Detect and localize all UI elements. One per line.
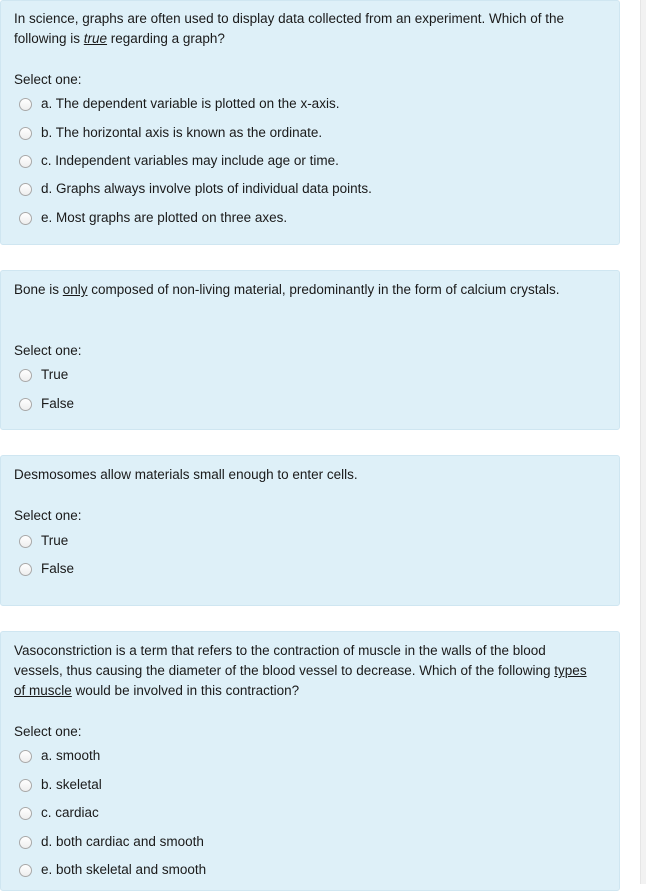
question-card-3: [0, 455, 620, 606]
option-label[interactable]: c. cardiac: [41, 805, 99, 820]
option-label[interactable]: d. Graphs always involve plots of individual data points.: [41, 181, 372, 196]
radio-button[interactable]: [19, 864, 32, 877]
option-c[interactable]: [19, 804, 99, 822]
radio-button[interactable]: [19, 183, 32, 196]
radio-button[interactable]: [19, 779, 32, 792]
question-text: [14, 641, 594, 701]
radio-button[interactable]: [19, 807, 32, 820]
option-label[interactable]: e. both skeletal and smooth: [41, 862, 207, 877]
option-b[interactable]: [19, 124, 322, 142]
radio-button[interactable]: [19, 369, 32, 382]
option-false[interactable]: [19, 395, 74, 413]
option-d[interactable]: [19, 833, 204, 851]
question-text: Desmosomes allow materials small enough to enter cells.: [14, 467, 358, 482]
radio-button[interactable]: [19, 398, 32, 411]
emphasized-word: only: [62, 282, 88, 297]
option-label[interactable]: a. The dependent variable is plotted on the x-axis.: [41, 96, 340, 111]
question-text-part: regarding a graph?: [107, 31, 225, 46]
radio-button[interactable]: [19, 750, 32, 763]
option-label[interactable]: True: [41, 533, 69, 548]
scrollbar-track[interactable]: [640, 0, 646, 884]
question-card-1: [0, 0, 620, 245]
option-label[interactable]: d. both cardiac and smooth: [41, 834, 204, 849]
emphasized-words: types of muscle: [14, 663, 587, 698]
option-a[interactable]: [19, 747, 100, 765]
question-text: [14, 280, 594, 300]
question-card-4: [0, 631, 620, 891]
option-label[interactable]: c. Independent variables may include age or time.: [41, 153, 339, 168]
radio-button[interactable]: [19, 563, 32, 576]
question-text-part: Vasoconstriction is a term that refers to the contraction of muscle in the walls of the blood vessels, thus causing the diameter of the blood vessel to decrease. Which of the following: [14, 643, 555, 678]
option-label[interactable]: b. The horizontal axis is known as the ordinate.: [41, 125, 323, 140]
select-one-label: Select one:: [14, 72, 82, 87]
question-card-2: [0, 270, 620, 430]
option-label[interactable]: True: [41, 367, 69, 382]
emphasized-word: true: [83, 31, 108, 46]
question-text-part: would be involved in this contraction?: [71, 683, 300, 698]
option-e[interactable]: [19, 209, 287, 227]
option-e[interactable]: [19, 861, 206, 879]
option-true[interactable]: [19, 532, 68, 550]
option-true[interactable]: [19, 366, 68, 384]
option-b[interactable]: [19, 776, 102, 794]
question-text: [14, 9, 594, 49]
question-text-part: Bone is: [14, 282, 63, 297]
option-label[interactable]: a. smooth: [41, 748, 101, 763]
option-label[interactable]: False: [41, 396, 75, 411]
radio-button[interactable]: [19, 535, 32, 548]
radio-button[interactable]: [19, 836, 32, 849]
radio-button[interactable]: [19, 98, 32, 111]
radio-button[interactable]: [19, 155, 32, 168]
option-a[interactable]: [19, 95, 339, 113]
radio-button[interactable]: [19, 212, 32, 225]
select-one-label: Select one:: [14, 508, 82, 523]
select-one-label: Select one:: [14, 724, 82, 739]
option-label[interactable]: False: [41, 561, 75, 576]
question-text-part: In science, graphs are often used to display data collected from an experiment. Which of the following is: [14, 11, 565, 46]
select-one-label: Select one:: [14, 343, 82, 358]
option-false[interactable]: [19, 560, 74, 578]
radio-button[interactable]: [19, 127, 32, 140]
option-d[interactable]: [19, 180, 372, 198]
option-label[interactable]: e. Most graphs are plotted on three axes.: [41, 210, 288, 225]
question-text-part: composed of non-living material, predominantly in the form of calcium crystals.: [87, 282, 560, 297]
option-c[interactable]: [19, 152, 339, 170]
option-label[interactable]: b. skeletal: [41, 777, 102, 792]
